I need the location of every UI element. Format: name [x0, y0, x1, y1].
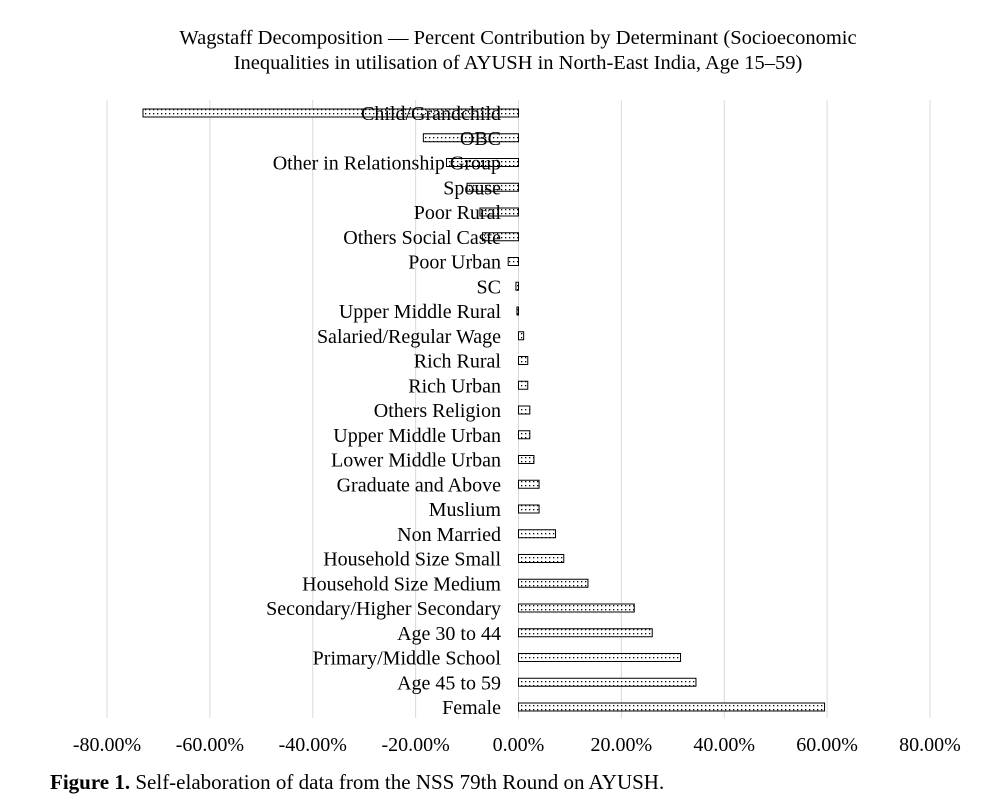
x-tick-label: -60.00%: [175, 734, 245, 756]
category-label: Primary/Middle School: [312, 647, 501, 670]
x-tick-label: -20.00%: [381, 734, 450, 756]
bar: [519, 678, 696, 686]
bar: [517, 307, 519, 315]
category-label: Muslium: [428, 499, 501, 521]
category-label: Age 30 to 44: [397, 622, 501, 645]
x-tick-label: 20.00%: [590, 734, 653, 756]
bar: [516, 282, 519, 290]
bar: [519, 555, 564, 563]
category-label: Others Social Caste: [343, 226, 501, 249]
bar: [519, 431, 530, 439]
bar: [519, 456, 534, 464]
x-tick-label: -80.00%: [72, 734, 142, 756]
x-tick-label: 0.00%: [492, 734, 545, 756]
category-labels: [266, 103, 501, 719]
chart-title-line-1: Wagstaff Decomposition — Percent Contribution by Determinant (Socioeconomic: [179, 27, 857, 49]
category-label: Lower Middle Urban: [331, 449, 501, 472]
bar: [519, 357, 528, 365]
category-label: Upper Middle Urban: [333, 424, 501, 447]
bar: [519, 654, 681, 662]
category-label: Female: [442, 697, 501, 719]
bar: [519, 579, 588, 587]
bar: [519, 703, 825, 711]
category-label: Upper Middle Rural: [338, 301, 501, 323]
bar: [519, 505, 540, 513]
category-label: Salaried/Regular Wage: [316, 325, 501, 348]
category-label: SC: [476, 276, 501, 299]
category-label: Poor Rural: [413, 202, 501, 224]
bar: [519, 530, 556, 538]
x-tick-label: -40.00%: [278, 734, 347, 756]
bar: [519, 480, 540, 488]
x-axis-ticks: [73, 734, 961, 756]
category-label: Child/Grandchild: [361, 103, 501, 125]
caption-label: Figure 1.: [50, 770, 131, 794]
bar: [519, 629, 653, 637]
category-label: OBC: [459, 127, 501, 150]
category-label: Non Married: [397, 523, 501, 546]
x-tick-label: 60.00%: [796, 734, 858, 756]
category-label: Rich Urban: [408, 375, 501, 398]
x-tick-label: 40.00%: [693, 734, 756, 756]
bar: [508, 258, 518, 266]
category-label: Spouse: [443, 177, 501, 200]
bar: [519, 406, 530, 414]
category-label: Poor Urban: [408, 251, 501, 274]
category-label: Household Size Medium: [302, 573, 501, 596]
category-label: Household Size Small: [323, 548, 501, 571]
category-label: Others Religion: [373, 400, 501, 422]
category-label: Secondary/Higher Secondary: [266, 598, 501, 620]
bar: [519, 381, 528, 389]
figure-caption: [50, 770, 664, 795]
chart-title-line-2: Inequalities in utilisation of AYUSH in North-East India, Age 15–59): [233, 52, 803, 74]
bar: [519, 332, 524, 340]
category-label: Other in Relationship Group: [272, 152, 501, 175]
category-label: Graduate and Above: [336, 474, 501, 497]
x-tick-label: 80.00%: [899, 734, 961, 756]
caption-text: Self-elaboration of data from the NSS 79th Round on AYUSH.: [130, 770, 665, 794]
category-label: Age 45 to 59: [397, 672, 501, 695]
category-label: Rich Rural: [413, 350, 501, 373]
bar: [519, 604, 635, 612]
